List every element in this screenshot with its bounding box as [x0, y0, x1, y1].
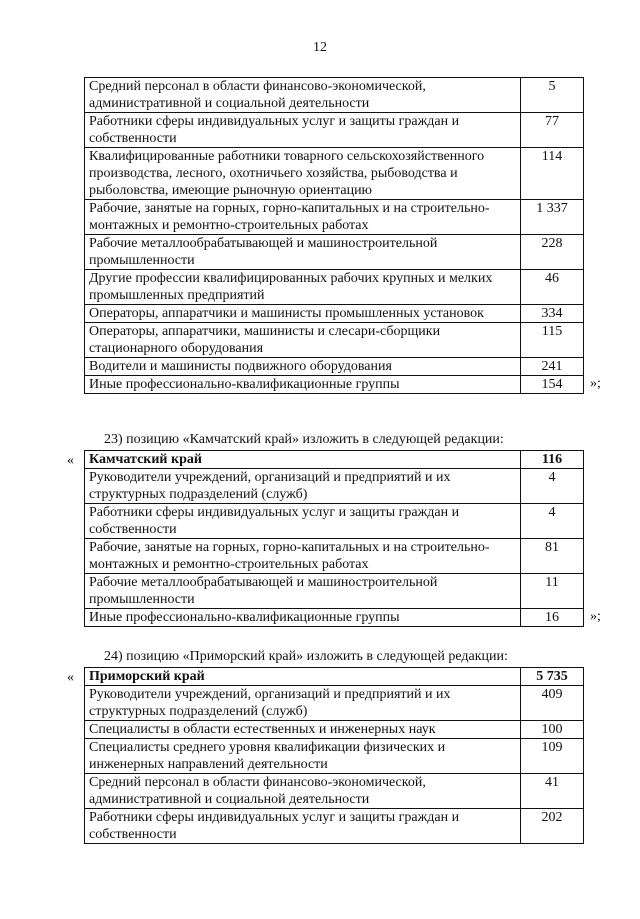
region-total: 5 735 — [521, 668, 584, 686]
occupation-value: 4 — [521, 469, 584, 504]
opening-quote-mark: « — [67, 453, 74, 468]
occupation-label: Квалифицированные работники товарного сельскохозяйственного производства, лесного, охотничьего хозяйства, рыбоводства и рыболовства, имеющие рыночную ориентацию — [85, 148, 521, 200]
region-total: 116 — [521, 451, 584, 469]
occupation-value: 5 — [521, 78, 584, 113]
occupation-label: Работники сферы индивидуальных услуг и защиты граждан и собственности — [85, 113, 521, 148]
page-number: 12 — [313, 40, 327, 55]
occupation-label: Средний персонал в области финансово-экономической, административной и социальной деятельности — [85, 78, 521, 113]
table-row — [85, 235, 584, 270]
primorsky-table — [84, 667, 584, 844]
table-row — [85, 148, 584, 200]
occupation-value: 109 — [521, 739, 584, 774]
occupation-label: Специалисты в области естественных и инженерных наук — [85, 721, 521, 739]
occupation-label: Рабочие металлообрабатывающей и машиностроительной промышленности — [85, 574, 521, 609]
occupation-label: Иные профессионально-квалификационные группы — [85, 376, 521, 394]
occupation-value: 11 — [521, 574, 584, 609]
table-header-row — [85, 451, 584, 469]
table-row — [85, 809, 584, 844]
occupation-value: 114 — [521, 148, 584, 200]
occupation-label: Руководители учреждений, организаций и предприятий и их структурных подразделений (служб) — [85, 686, 521, 721]
occupation-value: 154 — [521, 376, 584, 394]
occupation-label: Руководители учреждений, организаций и предприятий и их структурных подразделений (служб) — [85, 469, 521, 504]
instruction-24: 24) позицию «Приморский край» изложить в следующей редакции: — [104, 649, 508, 664]
table-row — [85, 539, 584, 574]
table-row — [85, 323, 584, 358]
table-row — [85, 305, 584, 323]
occupation-value: 115 — [521, 323, 584, 358]
opening-quote-mark: « — [67, 670, 74, 685]
occupation-value: 41 — [521, 774, 584, 809]
occupation-value: 334 — [521, 305, 584, 323]
occupation-label: Водители и машинисты подвижного оборудования — [85, 358, 521, 376]
table-row — [85, 78, 584, 113]
occupation-label: Работники сферы индивидуальных услуг и защиты граждан и собственности — [85, 504, 521, 539]
occupation-label: Рабочие, занятые на горных, горно-капитальных и на строительно-монтажных и ремонтно-строительных работах — [85, 539, 521, 574]
occupation-value: 241 — [521, 358, 584, 376]
occupation-label: Рабочие металлообрабатывающей и машиностроительной промышленности — [85, 235, 521, 270]
table-row — [85, 504, 584, 539]
table-row — [85, 469, 584, 504]
occupation-table-continued — [84, 77, 584, 394]
table-row — [85, 200, 584, 235]
occupation-label: Работники сферы индивидуальных услуг и защиты граждан и собственности — [85, 809, 521, 844]
occupation-value: 100 — [521, 721, 584, 739]
table-row — [85, 113, 584, 148]
table-row — [85, 574, 584, 609]
closing-quote-mark: »; — [590, 376, 601, 391]
occupation-value: 81 — [521, 539, 584, 574]
occupation-label: Другие профессии квалифицированных рабочих крупных и мелких промышленных предприятий — [85, 270, 521, 305]
table-row — [85, 774, 584, 809]
table-row — [85, 739, 584, 774]
table-row — [85, 270, 584, 305]
closing-quote-mark: »; — [590, 609, 601, 624]
occupation-value: 4 — [521, 504, 584, 539]
occupation-label: Рабочие, занятые на горных, горно-капитальных и на строительно-монтажных и ремонтно-строительных работах — [85, 200, 521, 235]
region-name: Камчатский край — [85, 451, 521, 469]
occupation-label: Средний персонал в области финансово-экономической, административной и социальной деятельности — [85, 774, 521, 809]
occupation-value: 16 — [521, 609, 584, 627]
table-row — [85, 609, 584, 627]
occupation-value: 46 — [521, 270, 584, 305]
table-row — [85, 721, 584, 739]
table-header-row — [85, 668, 584, 686]
table-row — [85, 376, 584, 394]
occupation-value: 77 — [521, 113, 584, 148]
occupation-label: Операторы, аппаратчики и машинисты промышленных установок — [85, 305, 521, 323]
occupation-value: 1 337 — [521, 200, 584, 235]
occupation-label: Специалисты среднего уровня квалификации физических и инженерных направлений деятельности — [85, 739, 521, 774]
occupation-value: 228 — [521, 235, 584, 270]
occupation-label: Иные профессионально-квалификационные группы — [85, 609, 521, 627]
occupation-label: Операторы, аппаратчики, машинисты и слесари-сборщики стационарного оборудования — [85, 323, 521, 358]
table-row — [85, 358, 584, 376]
region-name: Приморский край — [85, 668, 521, 686]
occupation-value: 409 — [521, 686, 584, 721]
kamchatka-table — [84, 450, 584, 627]
table-row — [85, 686, 584, 721]
instruction-23: 23) позицию «Камчатский край» изложить в следующей редакции: — [104, 432, 504, 447]
occupation-value: 202 — [521, 809, 584, 844]
